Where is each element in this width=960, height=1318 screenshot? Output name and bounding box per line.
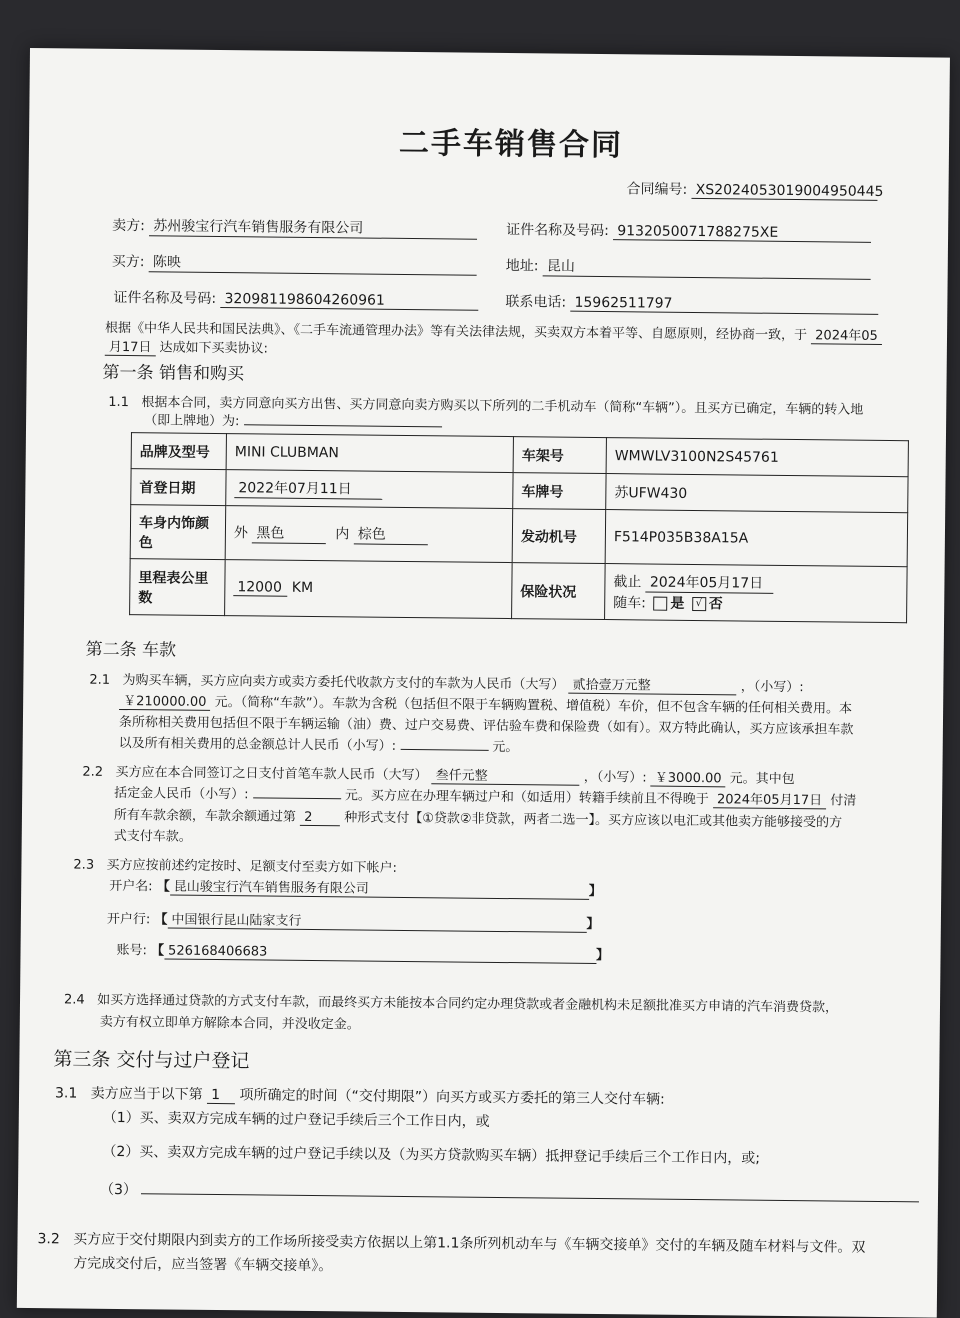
mileage-label: 里程表公里数 xyxy=(130,559,226,616)
clause-text: 以及所有相关费用的总金额总计人民币（小写）: xyxy=(118,735,397,754)
balance-deadline: 2024年05月17日 xyxy=(713,788,826,809)
payment-option: 2 xyxy=(300,810,340,826)
clause-text: 项所确定的时间（“交付期限”）向买方或买方委托的第三人交付车辆: xyxy=(239,1087,665,1108)
price-lowercase: ￥210000.00 xyxy=(119,690,211,711)
clause-text: ，（小写）: xyxy=(583,769,647,786)
seller-row xyxy=(112,215,477,240)
delivery-option-2: （2）买、卖双方完成车辆的过户登记手续以及（为买方贷款购买车辆）抵押登记手续后三个工作日内，或; xyxy=(102,1143,761,1167)
registration-date-cell xyxy=(226,470,513,509)
clause-text: 卖方应当于以下第 xyxy=(90,1085,203,1103)
contract-number xyxy=(626,178,884,201)
exterior-color: 黑色 xyxy=(252,522,326,544)
seller-label: 卖方: xyxy=(112,217,145,235)
clause-2-1-line4 xyxy=(119,732,519,755)
deposit-uppercase: 叁仟元整 xyxy=(432,764,580,786)
insurance-follow-line xyxy=(613,592,898,615)
account-name-row: 开户名: 【 昆山骏宝行汽车销售服务有限公司 】 xyxy=(109,875,602,900)
clause-2-1-line3: 条所称相关费用包括但不限于车辆运输（油）费、过户交易费、评估验车费和保险费（如有）。双方特此确认，买方应该承担车款 xyxy=(118,714,854,738)
insurance-cell xyxy=(605,564,908,623)
intro-text-2: 达成如下买卖协议: xyxy=(159,340,269,357)
buyer-phone-value: 15962511797 xyxy=(570,295,878,315)
section-1-title: 第一条 销售和购买 xyxy=(102,362,245,385)
no-label: 否 xyxy=(708,596,723,613)
exterior-prefix: 外 xyxy=(233,525,249,542)
intro-date-part2: 月17日 xyxy=(105,336,156,357)
account-number-value: 526168406683 xyxy=(164,943,596,964)
buyer-label: 买方: xyxy=(111,253,145,271)
delivery-option-3 xyxy=(100,1179,920,1208)
clause-3-2-line2: 方完成交付后，应当签署《车辆交接单》。 xyxy=(73,1255,333,1275)
clause-2-4-line2: 卖方有权立即单方解除本合同，并没收定金。 xyxy=(99,1014,360,1033)
delivery-option-1: （1）买、卖双方完成车辆的过户登记手续后三个工作日内，或 xyxy=(102,1109,490,1130)
buyer-id-label: 证件名称及号码: xyxy=(113,289,217,307)
insurance-follow-label: 随车: xyxy=(613,595,647,612)
table-row xyxy=(130,559,908,623)
buyer-address-row xyxy=(506,255,871,280)
contract-number-value: XS2024053019004950445 xyxy=(692,182,878,201)
section-3-title: 第三条 交付与过户登记 xyxy=(53,1048,250,1073)
seller-id-value: 9132050071788275XE xyxy=(613,223,871,243)
buyer-value: 陈映 xyxy=(149,251,477,275)
clause-number: 2.3 xyxy=(73,857,95,873)
brand-value: MINI CLUBMAN xyxy=(226,434,513,473)
interior-prefix: 内 xyxy=(335,526,350,543)
yes-checkbox[interactable] xyxy=(653,597,667,611)
color-label: 车身内饰颜色 xyxy=(130,505,226,560)
registration-date-value: 2022年07月11日 xyxy=(234,477,382,500)
clause-text: 元。 xyxy=(492,739,519,756)
seller-value: 苏州骏宝行汽车销售服务有限公司 xyxy=(149,215,477,239)
insurance-prefix: 截止 xyxy=(613,574,642,591)
clause-text: 买方应按前述约定按时、足额支付至卖方如下帐户: xyxy=(106,857,397,876)
price-uppercase: 贰拾壹万元整 xyxy=(569,674,737,696)
vin-value: WMWLV3100N2S45761 xyxy=(606,438,908,477)
clause-3-1 xyxy=(55,1082,665,1108)
earnest-money-blank xyxy=(253,797,341,799)
color-cell xyxy=(225,506,513,563)
intro-line-2 xyxy=(105,336,268,358)
account-bank-label: 开户行: xyxy=(106,911,151,928)
deposit-lowercase: ￥3000.00 xyxy=(651,767,726,788)
engine-value: F514P035B38A15A xyxy=(605,510,908,567)
section-2-title: 第二条 车款 xyxy=(85,639,177,661)
account-name-value: 昆山骏宝行汽车销售服务有限公司 xyxy=(170,876,589,900)
clause-text: 买方应于交付期限内到卖方的工作场所接受卖方依据以上第1.1条所列机动车与《车辆交接单》交付的车辆及随车材料与文件。双 xyxy=(73,1231,866,1256)
intro-date-part1: 2024年05 xyxy=(811,324,882,345)
clause-number: 2.2 xyxy=(82,764,104,780)
clause-text: ，（小写）: xyxy=(740,679,804,696)
seller-id-label: 证件名称及号码: xyxy=(506,221,609,240)
insurance-label: 保险状况 xyxy=(512,563,606,620)
buyer-id-row xyxy=(113,287,478,311)
account-number-label: 账号: xyxy=(116,942,148,959)
clause-text: 元。买方应在办理车辆过户和（如适用）转籍手续前且不得晚于 xyxy=(344,788,709,808)
contract-paper xyxy=(17,48,950,1318)
engine-label: 发动机号 xyxy=(512,509,606,564)
buyer-phone-label: 联系电话: xyxy=(505,293,567,311)
clause-number: 2.1 xyxy=(89,672,111,688)
plate-value: 苏UFW430 xyxy=(606,474,908,513)
buyer-id-value: 320981198604260961 xyxy=(220,291,478,311)
insurance-date-line xyxy=(613,571,898,595)
account-number-row: 账号: 【 526168406683 】 xyxy=(116,942,610,964)
clause-text: 括定金人民币（小写）: xyxy=(114,785,249,803)
seller-id-row xyxy=(506,219,871,243)
registration-place-blank xyxy=(244,424,442,427)
buyer-address-value: 昆山 xyxy=(543,255,871,279)
buyer-row xyxy=(112,251,477,276)
clause-text-2: （即上牌地）为: xyxy=(144,413,240,430)
clause-1-1-line2 xyxy=(144,409,442,431)
contract-number-label: 合同编号: xyxy=(626,181,688,198)
clause-text: 元。其中包 xyxy=(729,771,795,788)
document-title: 二手车销售合同 xyxy=(398,125,624,164)
total-amount-blank xyxy=(400,749,488,751)
delivery-option: 1 xyxy=(207,1087,235,1104)
clause-2-3 xyxy=(73,854,397,876)
brand-label: 品牌及型号 xyxy=(131,433,226,470)
buyer-address-label: 地址: xyxy=(505,257,539,275)
clause-text: 付清 xyxy=(830,793,857,809)
no-checkbox[interactable]: √ xyxy=(692,597,706,611)
clause-text: 根据本合同，卖方同意向买方出售、买方同意向卖方购买以下所列的二手机动车（简称“车辆”）。且买方已确定，车辆的转入地 xyxy=(141,395,864,418)
insurance-date: 2024年05月17日 xyxy=(646,571,774,593)
option-3-blank xyxy=(141,1193,919,1202)
vin-label: 车架号 xyxy=(513,437,606,474)
clause-text: 种形式支付【①贷款②非贷款，两者二选一】。买方应该以电汇或其他卖方能够接受的方 xyxy=(344,810,843,831)
clause-text: 为购买车辆，买方应向卖方或卖方委托代收款方支付的车款为人民币（大写） xyxy=(122,673,565,693)
clause-text: 买方应在本合同签订之日支付首笔车款人民币（大写） xyxy=(115,764,428,784)
yes-label: 是 xyxy=(670,595,685,612)
clause-number: 3.2 xyxy=(37,1231,60,1248)
clause-number: 1.1 xyxy=(108,394,130,411)
option-3-label: （3） xyxy=(99,1181,138,1199)
buyer-phone-row xyxy=(505,291,878,315)
clause-text: 如买方选择通过贷款的方式支付车款，而最终买方未能按本合同约定办理贷款或者金融机构未足额批准买方申请的汽车消费贷款， xyxy=(97,992,839,1016)
clause-text: 所有车款余额，车款余额通过第 xyxy=(113,807,297,825)
mileage-cell xyxy=(225,560,513,619)
clause-number: 3.1 xyxy=(54,1085,78,1102)
account-name-label: 开户名: xyxy=(109,878,153,895)
account-bank-value: 中国银行昆山陆家支行 xyxy=(167,908,586,932)
clause-text: 元。（简称“车款”）。车款为含税（包括但不限于车辆购置税、增值税）车价，但不包含车辆的任何相关费用。本 xyxy=(214,694,853,717)
intro-text: 根据《中华人民共和国民法典》、《二手车流通管理办法》等有关法律法规，买卖双方本着平等、自愿原则，经协商一致，于 xyxy=(104,320,808,344)
clause-2-2-line4: 式支付车款。 xyxy=(113,828,192,845)
registration-date-label: 首登日期 xyxy=(131,469,226,506)
mileage-unit: KM xyxy=(291,579,314,596)
mileage-value: 12000 xyxy=(233,579,287,597)
plate-label: 车牌号 xyxy=(513,473,606,510)
clause-number: 2.4 xyxy=(63,992,85,1008)
account-bank-row: 开户行: 【 中国银行昆山陆家支行 】 xyxy=(107,908,600,933)
interior-color: 棕色 xyxy=(354,523,428,545)
vehicle-info-table xyxy=(129,432,909,623)
table-row xyxy=(130,505,908,567)
